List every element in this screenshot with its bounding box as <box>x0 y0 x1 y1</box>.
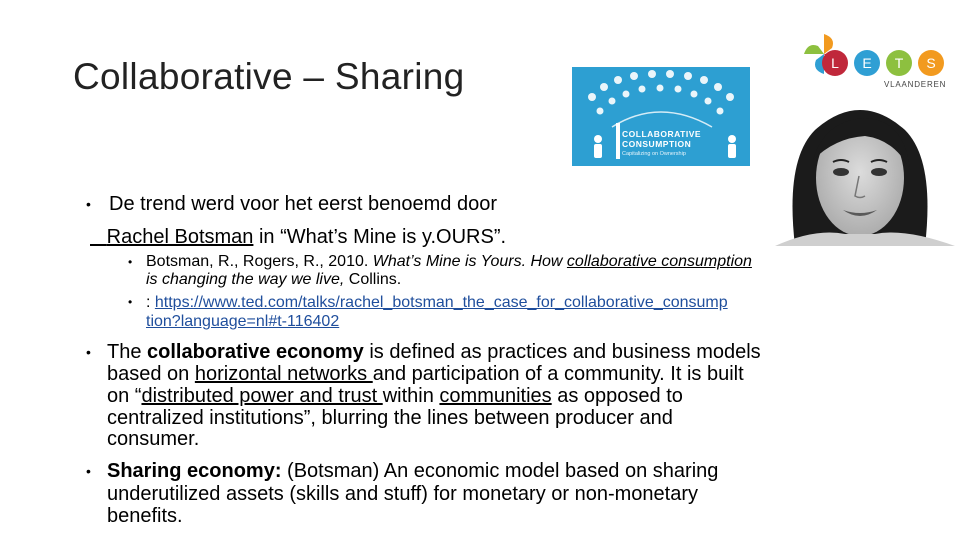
image-tagline: Capitalizing on Ownership <box>622 151 686 157</box>
bullet3-line3: benefits. <box>107 505 183 527</box>
image-caption-line1: COLLABORATIVE <box>622 129 702 139</box>
portrait-photo <box>755 100 960 246</box>
collaborative-consumption-image <box>572 67 750 166</box>
logo-subtitle: VLAANDEREN <box>884 80 947 89</box>
bullet-icon: • <box>86 196 91 212</box>
slide-title: Collaborative – Sharing <box>73 56 465 97</box>
logo-letter-t: T <box>886 50 912 76</box>
bullet1-line1: De trend werd voor het eerst benoemd door <box>109 193 497 215</box>
bullet-icon: • <box>86 463 91 479</box>
logo-letter-l: L <box>822 50 848 76</box>
sub1-line1: Botsman, R., Rogers, R., 2010. What’s Mine is Yours. How collaborative consumption <box>146 253 752 270</box>
bullet3-line1: Sharing economy: (Botsman) An economic model based on sharing <box>107 460 719 482</box>
logo-letter-e: E <box>854 50 880 76</box>
sub1-line2: is changing the way we live, Collins. <box>146 271 402 288</box>
sub-bullet-icon: • <box>128 295 133 309</box>
image-caption-line2: CONSUMPTION <box>622 139 692 149</box>
bullet2-line1: The collaborative economy is defined as practices and business models <box>107 341 761 363</box>
rachel-botsman-link[interactable]: Rachel Botsman <box>106 226 254 248</box>
bullet2-line3: on “distributed power and trust within communities as opposed to <box>107 385 683 407</box>
image-caption <box>622 129 701 149</box>
sub-bullet-icon: • <box>128 255 133 269</box>
bullet3-line2: underutilized assets (skills and stuff) for monetary or non-monetary <box>107 483 699 505</box>
sub2-line2 <box>146 313 339 330</box>
bullet2-line5: consumer. <box>107 428 200 450</box>
logo-letter-s: S <box>918 50 944 76</box>
lets-logo <box>800 24 950 94</box>
bullet2-line4: centralized institutions”, blurring the lines between producer and <box>107 407 673 429</box>
bullet-icon: • <box>86 344 91 360</box>
bullet2-line2: based on horizontal networks and participation of a community. It is built <box>107 363 744 385</box>
ted-talk-link-cont[interactable]: tion?language=nl#t-116402 <box>146 313 340 330</box>
ted-talk-link[interactable]: https://www.ted.com/talks/rachel_botsman_the_case_for_collaborative_consump <box>154 294 728 311</box>
bullet1-line2: Rachel Botsman in “What’s Mine is y.OURS”. <box>106 226 507 248</box>
sub2-line1: : https://www.ted.com/talks/rachel_botsman_the_case_for_collaborative_consump <box>146 294 728 311</box>
